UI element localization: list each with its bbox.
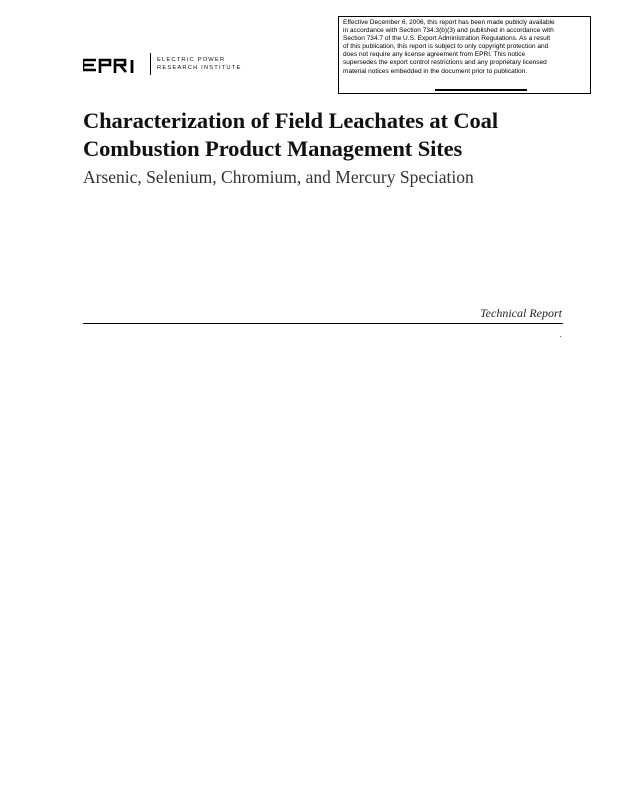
notice-underline	[435, 89, 527, 91]
report-title-line1: Characterization of Field Leachates at Coal	[83, 108, 498, 133]
notice-line: supersedes the export control restrictions and any proprietary licensed	[343, 59, 547, 67]
export-notice-box	[338, 16, 591, 94]
report-title	[83, 107, 563, 163]
report-title-line2: Combustion Product Management Sites	[83, 136, 463, 161]
notice-line: does not require any license agreement from EPRI. This notice	[343, 51, 526, 59]
horizontal-rule	[83, 323, 563, 324]
report-subtitle: Arsenic, Selenium, Chromium, and Mercury Speciation	[83, 167, 474, 187]
report-type-label: Technical Report	[480, 306, 562, 320]
epri-wordmark-icon	[83, 57, 149, 73]
notice-line: material notices embedded in the document prior to publication.	[343, 67, 528, 75]
notice-line: of this publication, this report is subject to only copyright protection and	[343, 43, 549, 51]
logo-tagline	[157, 56, 241, 72]
logo-divider	[150, 53, 151, 75]
notice-line: Effective December 6, 2006, this report has been made publicly available	[343, 19, 555, 26]
speck	[560, 336, 561, 337]
notice-line: Section 734.7 of the U.S. Export Administration Regulations. As a result	[343, 35, 551, 43]
notice-line: in accordance with Section 734.3(b)(3) and published in accordance with	[343, 27, 554, 35]
logo-tagline-line2: RESEARCH INSTITUTE	[157, 65, 242, 71]
logo-tagline-line1: ELECTRIC POWER	[157, 57, 226, 63]
